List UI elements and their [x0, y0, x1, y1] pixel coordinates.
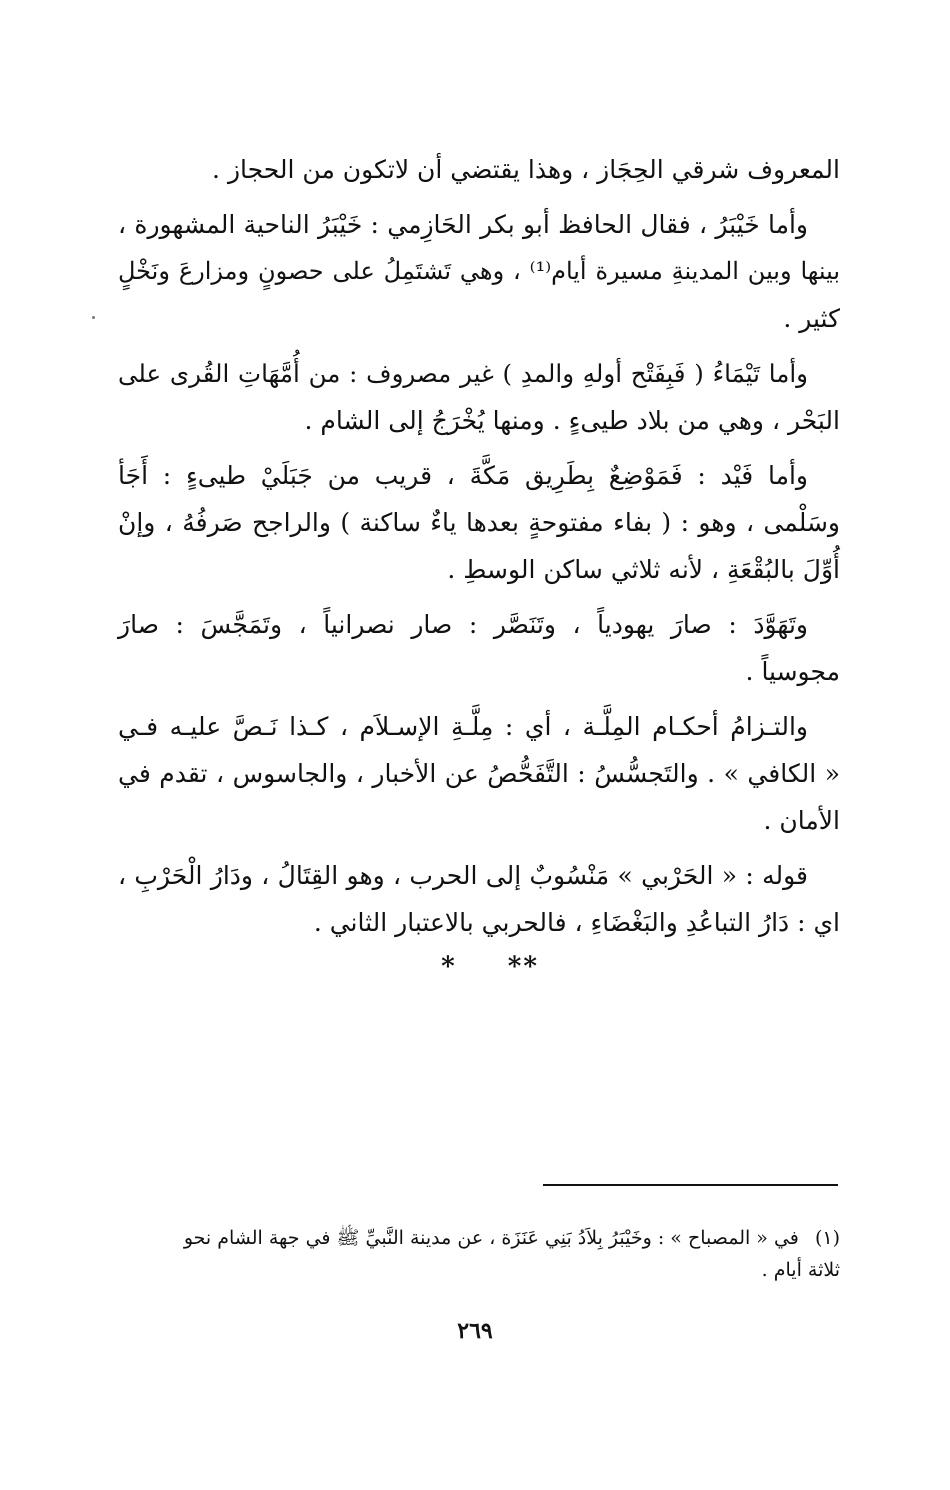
section-separator — [0, 952, 950, 982]
paragraph-1 — [118, 146, 840, 193]
paragraph-7 — [118, 852, 840, 946]
footnote-line — [118, 1222, 840, 1254]
text-line: والتـزامُ أحكـام المِلَّـة ، أي : مِلَّـةِ الإسـلاَم ، كـذا نَـصَّ عليـه فـي — [118, 712, 808, 741]
text-line: وأما خَيْبَرُ ، فقال الحافظ أبو بكر الحَازِمي : خَيْبَرُ الناحية المشهورة ، — [118, 210, 808, 239]
text-line: وسَلْمى ، وهو : ( بفاء مفتوحةٍ بعدها ياءٌ ساكنة ) والراجح صَرفُهُ ، وإنْ — [118, 508, 840, 537]
text-line: « الكافي » . والتَجسُّسُ : التَّفَحُّصُ عن الأخبار ، والجاسوس ، تقدم في — [118, 759, 840, 788]
text-line: البَحْر ، وهي من بلاد طيىءٍ . ومنها يُخْرَجُ إلى الشام . — [304, 406, 840, 435]
text-line: بينها وبين المدينةِ مسيرة أيام⁽¹⁾ ، وهي تَشتَمِلُ على حصونٍ ومزارعَ ونَخْلٍ — [118, 257, 840, 285]
text-line: كثير . — [783, 304, 840, 333]
paragraph-6 — [118, 703, 840, 844]
text-line: قوله : « الحَرْبي » مَنْسُوبٌ إلى الحرب ، وهو القِتَالُ ، ودَارُ الْحَرْبِ ، — [118, 861, 808, 890]
text-line: وأما تَيْمَاءُ ( فَبِفَتْح أولهِ والمدِ ) غير مصروف : من أُمَّهَاتِ القُرى على — [118, 359, 808, 388]
text-line: وتَهَوَّدَ : صارَ يهودياً ، وتَنَصَّر : صار نصرانياً ، وتَمَجَّسَ : صارَ — [118, 610, 808, 639]
paragraph-2 — [118, 201, 840, 342]
footnote-text: في « المصباح » : وخَيْبَرُ بِلاَدُ بَنِي عَنَزَة ، عن مدينة النَّبيِّ ﷺ في جهة الشام نحو — [183, 1227, 799, 1249]
footnote — [118, 1222, 840, 1286]
page-number: ٢٦٩ — [457, 1318, 493, 1344]
text-line: المعروف شرقي الحِجَاز ، وهذا يقتضي أن لاتكون من الحجاز . — [212, 155, 840, 184]
paragraph-3 — [118, 350, 840, 444]
footnote-number: (١) — [814, 1227, 840, 1249]
footnote-line: ثلاثة أيام . — [761, 1259, 840, 1281]
separator-stars-left: * — [441, 952, 457, 982]
main-text — [118, 146, 840, 954]
text-line: وأما فَيْد : فَمَوْضِعٌ بِطَرِيق مَكَّةَ ، قريب من جَبَلَيْ طيىءٍ : أَجَأ — [118, 461, 808, 490]
paragraph-4 — [118, 452, 840, 593]
text-line: أُوِّلَ بالبُقْعَةِ ، لأنه ثلاثي ساكن الوسطِ . — [447, 555, 840, 584]
text-line: الأمان . — [763, 806, 840, 835]
text-line: اي : دَارُ التباعُدِ والبَغْضَاءِ ، فالحربي بالاعتبار الثاني . — [313, 908, 840, 937]
footnote-divider — [543, 1184, 838, 1186]
text-line: مجوسياً . — [745, 657, 840, 686]
paragraph-5 — [118, 601, 840, 695]
stray-mark — [92, 316, 95, 319]
separator-stars-right: ** — [507, 952, 539, 982]
